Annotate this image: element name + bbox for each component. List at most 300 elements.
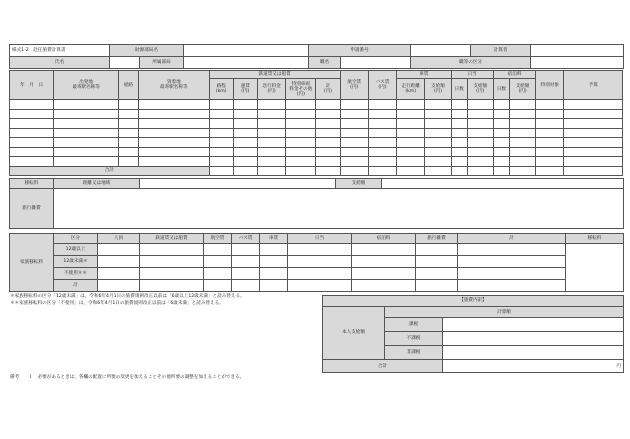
calculator-label: 計算者	[471, 45, 531, 57]
name-label: 氏名	[10, 57, 110, 69]
itinerary-row	[10, 157, 623, 167]
itinerary-row	[10, 128, 623, 137]
itinerary-cell[interactable]	[564, 157, 623, 167]
family-cell[interactable]	[416, 268, 458, 280]
itinerary-cell[interactable]	[397, 157, 425, 167]
itinerary-cell[interactable]	[257, 147, 285, 156]
exempt-field[interactable]	[443, 346, 624, 360]
itinerary-cell[interactable]	[467, 119, 493, 128]
family-cell[interactable]	[98, 256, 140, 268]
family-row-label: 計	[54, 280, 98, 292]
family-cell[interactable]	[260, 244, 288, 256]
itinerary-cell[interactable]	[368, 100, 396, 109]
itinerary-cell[interactable]	[467, 100, 493, 109]
itinerary-cell[interactable]	[564, 109, 623, 118]
itinerary-cell[interactable]	[10, 109, 54, 118]
express-label: 急行料金	[262, 84, 281, 90]
car-group-header: 車賃	[397, 71, 451, 79]
total-cell[interactable]	[509, 166, 535, 175]
itinerary-cell[interactable]	[564, 119, 623, 128]
special-header	[286, 79, 316, 100]
family-title: 家族移転料	[10, 234, 54, 292]
family-air-header: 航空賃	[204, 234, 232, 244]
itinerary-cell[interactable]	[233, 119, 257, 128]
family-cell[interactable]	[98, 244, 140, 256]
lodging-amount-header	[509, 79, 535, 100]
itinerary-cell[interactable]	[286, 100, 316, 109]
special-unit: (円)	[296, 91, 305, 97]
itinerary-cell[interactable]	[493, 119, 509, 128]
fund-org-label: 財源部局名	[110, 45, 184, 57]
itinerary-cell[interactable]	[451, 138, 467, 147]
itinerary-cell[interactable]	[536, 157, 564, 167]
itinerary-cell[interactable]	[286, 138, 316, 147]
itinerary-cell[interactable]	[209, 119, 233, 128]
daily-group-header: 日当	[451, 71, 493, 79]
distance-header	[209, 79, 233, 100]
self-payment-label: 本人支給額	[323, 306, 385, 359]
itinerary-cell[interactable]	[340, 138, 368, 147]
distance-area-label: 距離又は地域	[54, 179, 140, 189]
itinerary-cell[interactable]	[564, 100, 623, 109]
itinerary-cell[interactable]	[340, 128, 368, 137]
itinerary-cell[interactable]	[209, 100, 233, 109]
itinerary-cell[interactable]	[397, 119, 425, 128]
itinerary-cell[interactable]	[233, 138, 257, 147]
route-header: 経路	[118, 71, 138, 100]
itinerary-row	[10, 138, 623, 147]
family-row-label: 12歳未満＊	[54, 256, 98, 268]
itinerary-cell[interactable]	[467, 147, 493, 156]
family-cell[interactable]	[352, 268, 416, 280]
family-relocation-field[interactable]	[566, 244, 624, 292]
itinerary-cell[interactable]	[467, 128, 493, 137]
family-persons-header: 人員	[98, 234, 140, 244]
family-cell[interactable]	[140, 280, 204, 292]
nontaxable-field[interactable]	[443, 332, 624, 346]
itinerary-cell[interactable]	[368, 157, 396, 167]
itinerary-cell[interactable]	[467, 109, 493, 118]
air-label: 航空賃	[347, 80, 362, 86]
itinerary-cell[interactable]	[286, 128, 316, 137]
dest-label: 到着地	[166, 80, 181, 86]
itinerary-cell[interactable]	[493, 157, 509, 167]
family-cell[interactable]	[140, 244, 204, 256]
breakdown-total-field[interactable]: 円	[443, 360, 624, 373]
family-cell[interactable]	[260, 280, 288, 292]
air-header	[340, 71, 368, 100]
family-cell[interactable]	[288, 268, 352, 280]
affiliation-field[interactable]	[184, 57, 309, 69]
amount-label: 計算額	[385, 306, 624, 318]
family-relocation-header: 移転料	[566, 234, 624, 244]
relocation-table	[9, 178, 624, 229]
itinerary-cell[interactable]	[536, 100, 564, 109]
itinerary-cell[interactable]	[233, 128, 257, 137]
itinerary-cell[interactable]	[257, 138, 285, 147]
origin-label: 出発地	[79, 80, 93, 86]
car-amount-label: 支給額	[431, 84, 445, 90]
itinerary-row	[10, 147, 623, 156]
itinerary-row	[10, 100, 623, 109]
total-cell[interactable]	[340, 166, 368, 175]
itinerary-cell[interactable]	[536, 119, 564, 128]
itinerary-cell[interactable]	[509, 109, 535, 118]
car-amount-unit: (円)	[433, 89, 442, 95]
itinerary-cell[interactable]	[425, 119, 451, 128]
application-no-field[interactable]	[411, 45, 471, 57]
itinerary-row	[10, 109, 623, 118]
position-label: 職名	[309, 57, 341, 69]
family-cell[interactable]	[204, 280, 232, 292]
itinerary-cell[interactable]	[209, 157, 233, 167]
itinerary-cell[interactable]	[425, 138, 451, 147]
itinerary-cell[interactable]	[118, 109, 138, 118]
air-unit: (円)	[350, 85, 359, 91]
total-cell[interactable]	[451, 166, 467, 175]
itinerary-cell[interactable]	[368, 138, 396, 147]
itinerary-cell[interactable]	[54, 138, 119, 147]
itinerary-cell[interactable]	[286, 157, 316, 167]
origin-header	[54, 71, 119, 100]
fund-org-field[interactable]	[184, 45, 309, 57]
itinerary-cell[interactable]	[118, 100, 138, 109]
total-cell[interactable]	[316, 166, 340, 175]
car-distance-header	[397, 79, 425, 100]
family-cell[interactable]	[98, 280, 140, 292]
itinerary-cell[interactable]	[316, 109, 340, 118]
misc-label: 旅行雑費	[10, 189, 54, 229]
car-amount-header	[425, 79, 451, 100]
subtotal-header	[316, 79, 340, 100]
fare-header	[233, 79, 257, 100]
rail-group-header: 鉄道賃又は船賃	[209, 71, 340, 79]
distance-label: 路程	[216, 84, 226, 90]
itinerary-cell[interactable]	[340, 109, 368, 118]
itinerary-cell[interactable]	[425, 100, 451, 109]
itinerary-cell[interactable]	[368, 147, 396, 156]
grade-field[interactable]	[531, 57, 624, 69]
car-distance-unit: (km)	[405, 89, 417, 95]
family-cell[interactable]	[140, 256, 204, 268]
itinerary-cell[interactable]	[425, 147, 451, 156]
lodging-group-header: 宿泊料	[493, 71, 535, 79]
itinerary-cell[interactable]	[118, 119, 138, 128]
family-cell[interactable]	[204, 256, 232, 268]
reserve-header: 予算	[564, 71, 623, 100]
total-cell[interactable]	[257, 166, 285, 175]
origin-sub-label: 最寄駅名称等	[72, 85, 100, 91]
total-cell[interactable]	[425, 166, 451, 175]
itinerary-cell[interactable]	[564, 138, 623, 147]
itinerary-cell[interactable]	[509, 157, 535, 167]
itinerary-cell[interactable]	[493, 147, 509, 156]
calculator-field[interactable]	[531, 45, 624, 57]
itinerary-cell[interactable]	[233, 100, 257, 109]
family-cell[interactable]	[260, 256, 288, 268]
application-no-label: 申請番号	[309, 45, 411, 57]
family-cell[interactable]	[416, 256, 458, 268]
itinerary-cell[interactable]	[54, 100, 119, 109]
family-cell[interactable]	[416, 244, 458, 256]
remark: 備考 １ 必要があるときは，各欄の配置に所要の変更を加えることその他所要の調整を加えることができる。	[10, 375, 245, 380]
express-header	[257, 79, 285, 100]
itinerary-cell[interactable]	[316, 128, 340, 137]
date-header: 年 月 日	[10, 71, 54, 100]
itinerary-cell[interactable]	[493, 109, 509, 118]
itinerary-cell[interactable]	[286, 147, 316, 156]
daily-amount-header	[467, 79, 493, 100]
itinerary-cell[interactable]	[139, 119, 210, 128]
itinerary-cell[interactable]	[316, 147, 340, 156]
itinerary-cell[interactable]	[397, 109, 425, 118]
itinerary-cell[interactable]	[397, 100, 425, 109]
family-cell[interactable]	[140, 268, 204, 280]
itinerary-cell[interactable]	[368, 128, 396, 137]
total-cell[interactable]	[467, 166, 493, 175]
itinerary-cell[interactable]	[139, 147, 210, 156]
family-cell[interactable]	[288, 244, 352, 256]
itinerary-cell[interactable]	[493, 100, 509, 109]
family-lodging-header: 宿泊料	[352, 234, 416, 244]
payment-label: 支給額	[336, 179, 382, 189]
special-label: 特別車両	[291, 81, 310, 87]
itinerary-cell[interactable]	[509, 128, 535, 137]
itinerary-cell[interactable]	[316, 119, 340, 128]
itinerary-cell[interactable]	[139, 157, 210, 167]
itinerary-cell[interactable]	[257, 128, 285, 137]
itinerary-cell[interactable]	[139, 109, 210, 118]
daily-amount-unit: (円)	[476, 89, 485, 95]
form-title: 様式1-2 赴任旅費計算書	[10, 45, 110, 57]
car-distance-label: 走行距離	[401, 84, 420, 90]
family-cell[interactable]	[204, 244, 232, 256]
bus-unit: (円)	[378, 85, 387, 91]
itinerary-cell[interactable]	[118, 138, 138, 147]
itinerary-row	[10, 119, 623, 128]
fare-label: 運賃	[240, 84, 250, 90]
relocation-label: 移転料	[10, 179, 54, 189]
total-cell[interactable]	[233, 166, 257, 175]
itinerary-cell[interactable]	[564, 147, 623, 156]
itinerary-cell[interactable]	[286, 109, 316, 118]
fare-unit: (円)	[241, 89, 250, 95]
itinerary-cell[interactable]	[368, 119, 396, 128]
itinerary-cell[interactable]	[509, 119, 535, 128]
family-cell[interactable]	[416, 280, 458, 292]
family-rail-header: 鉄道賃又は船賃	[140, 234, 204, 244]
itinerary-cell[interactable]	[509, 138, 535, 147]
affiliation-label: 所属部局	[140, 57, 184, 69]
itinerary-cell[interactable]	[467, 157, 493, 167]
family-cell[interactable]	[232, 244, 260, 256]
total-cell[interactable]	[368, 166, 396, 175]
itinerary-cell[interactable]	[340, 147, 368, 156]
itinerary-cell[interactable]	[118, 147, 138, 156]
itinerary-cell[interactable]	[286, 119, 316, 128]
family-cell[interactable]	[98, 268, 140, 280]
family-cell[interactable]	[352, 280, 416, 292]
itinerary-cell[interactable]	[509, 147, 535, 156]
itinerary-cell[interactable]	[209, 147, 233, 156]
taxable-label: 課税	[385, 318, 443, 332]
itinerary-cell[interactable]	[467, 138, 493, 147]
itinerary-cell[interactable]	[257, 100, 285, 109]
itinerary-cell[interactable]	[54, 157, 119, 167]
itinerary-cell[interactable]	[54, 147, 119, 156]
itinerary-cell[interactable]	[10, 100, 54, 109]
itinerary-cell[interactable]	[536, 138, 564, 147]
family-cell[interactable]	[458, 268, 566, 280]
family-cell[interactable]	[288, 280, 352, 292]
itinerary-cell[interactable]	[54, 109, 119, 118]
itinerary-cell[interactable]	[451, 119, 467, 128]
itinerary-cell[interactable]	[209, 128, 233, 137]
family-row-label: 12歳以上	[54, 244, 98, 256]
family-cell[interactable]	[288, 256, 352, 268]
family-cell[interactable]	[458, 244, 566, 256]
family-table	[9, 233, 624, 292]
itinerary-cell[interactable]	[397, 147, 425, 156]
itinerary-cell[interactable]	[209, 109, 233, 118]
itinerary-cell[interactable]	[564, 128, 623, 137]
special-target-header: 特別対象	[536, 71, 564, 100]
itinerary-cell[interactable]	[10, 138, 54, 147]
header-table	[9, 44, 624, 69]
breakdown-title: 【旅費内訳】	[323, 296, 624, 307]
itinerary-cell[interactable]	[10, 157, 54, 167]
itinerary-cell[interactable]	[233, 147, 257, 156]
itinerary-cell[interactable]	[451, 157, 467, 167]
family-cell[interactable]	[232, 256, 260, 268]
family-cell[interactable]	[458, 256, 566, 268]
family-category-header: 区分	[54, 234, 98, 244]
itinerary-cell[interactable]	[451, 100, 467, 109]
itinerary-cell[interactable]	[368, 109, 396, 118]
itinerary-cell[interactable]	[54, 128, 119, 137]
family-car-header: 車賃	[260, 234, 288, 244]
itinerary-cell[interactable]	[10, 147, 54, 156]
itinerary-cell[interactable]	[316, 138, 340, 147]
subtotal-unit: (円)	[323, 89, 333, 95]
itinerary-cell[interactable]	[209, 138, 233, 147]
dest-sub-label: 最寄駅名称等	[160, 85, 188, 91]
bus-label: バス賃	[375, 80, 390, 86]
itinerary-rows	[10, 100, 623, 166]
itinerary-cell[interactable]	[425, 109, 451, 118]
taxable-field[interactable]	[443, 318, 624, 332]
itinerary-cell[interactable]	[54, 119, 119, 128]
family-cell[interactable]	[458, 280, 566, 292]
itinerary-cell[interactable]	[493, 138, 509, 147]
itinerary-cell[interactable]	[233, 109, 257, 118]
itinerary-cell[interactable]	[257, 119, 285, 128]
itinerary-cell[interactable]	[118, 157, 138, 167]
lodging-amount-label: 支給額	[515, 84, 530, 90]
special-sub-label: 料金その他	[289, 86, 313, 92]
family-cell[interactable]	[204, 268, 232, 280]
position-field[interactable]	[341, 57, 411, 69]
exempt-label: 非課税	[385, 346, 443, 360]
family-misc-header: 旅行雑費	[416, 234, 458, 244]
name-field[interactable]	[110, 57, 140, 69]
itinerary-cell[interactable]	[257, 109, 285, 118]
itinerary-cell[interactable]	[10, 119, 54, 128]
itinerary-total-label: 合計	[10, 166, 210, 175]
misc-field[interactable]	[54, 189, 624, 229]
itinerary-cell[interactable]	[451, 147, 467, 156]
itinerary-cell[interactable]	[509, 100, 535, 109]
total-cell[interactable]	[493, 166, 509, 175]
itinerary-cell[interactable]	[139, 128, 210, 137]
itinerary-cell[interactable]	[536, 109, 564, 118]
itinerary-cell[interactable]	[139, 100, 210, 109]
family-daily-header: 日当	[288, 234, 352, 244]
lodging-amount-unit: (円)	[518, 89, 527, 95]
itinerary-cell[interactable]	[425, 128, 451, 137]
breakdown-total-label: 合計	[323, 360, 443, 373]
itinerary-cell[interactable]	[451, 109, 467, 118]
total-cell[interactable]	[536, 166, 564, 175]
nontaxable-label: 不課税	[385, 332, 443, 346]
daily-amount-label: 支給額	[473, 84, 488, 90]
bus-header	[368, 71, 396, 100]
itinerary-cell[interactable]	[397, 138, 425, 147]
itinerary-cell[interactable]	[316, 157, 340, 167]
itinerary-table	[9, 70, 623, 176]
total-cell[interactable]	[286, 166, 316, 175]
itinerary-cell[interactable]	[536, 147, 564, 156]
note-1: ＊家族移転料の区分「12歳未満」は，令和6年4月1日の旅費規則改正以前は「6歳以上12歳未満」と読み替える。	[10, 294, 245, 299]
subtotal-label: 計	[325, 84, 331, 90]
itinerary-cell[interactable]	[10, 128, 54, 137]
distance-area-field[interactable]	[140, 179, 336, 189]
itinerary-cell[interactable]	[340, 100, 368, 109]
family-cell[interactable]	[232, 268, 260, 280]
itinerary-cell[interactable]	[257, 157, 285, 167]
itinerary-cell[interactable]	[425, 157, 451, 167]
family-total-header: 計	[458, 234, 566, 244]
family-cell[interactable]	[352, 244, 416, 256]
daily-days-header: 日数	[451, 79, 467, 100]
itinerary-cell[interactable]	[316, 100, 340, 109]
family-cell[interactable]	[260, 268, 288, 280]
family-cell[interactable]	[232, 280, 260, 292]
itinerary-cell[interactable]	[451, 128, 467, 137]
family-row-label: 不使用＊＊	[54, 268, 98, 280]
note-2: ＊＊家族移転料の区分「不使用」は，令和6年4月1日の旅費規則改正以前は「6歳未満」と読み替える。	[10, 301, 224, 306]
distance-unit: (km)	[215, 89, 227, 95]
payment-field[interactable]	[382, 179, 624, 189]
lodging-days-header: 日数	[493, 79, 509, 100]
itinerary-cell[interactable]	[340, 119, 368, 128]
itinerary-cell[interactable]	[493, 128, 509, 137]
express-unit: (円)	[267, 89, 276, 95]
family-bus-header: バス賃	[232, 234, 260, 244]
itinerary-cell[interactable]	[340, 157, 368, 167]
grade-label: 職等の区分	[411, 57, 531, 69]
itinerary-cell[interactable]	[536, 128, 564, 137]
total-cell[interactable]	[564, 166, 623, 175]
itinerary-cell[interactable]	[118, 128, 138, 137]
total-cell[interactable]	[209, 166, 233, 175]
total-cell[interactable]	[397, 166, 425, 175]
itinerary-cell[interactable]	[233, 157, 257, 167]
dest-header	[139, 71, 210, 100]
itinerary-cell[interactable]	[397, 128, 425, 137]
family-cell[interactable]	[352, 256, 416, 268]
itinerary-cell[interactable]	[139, 138, 210, 147]
